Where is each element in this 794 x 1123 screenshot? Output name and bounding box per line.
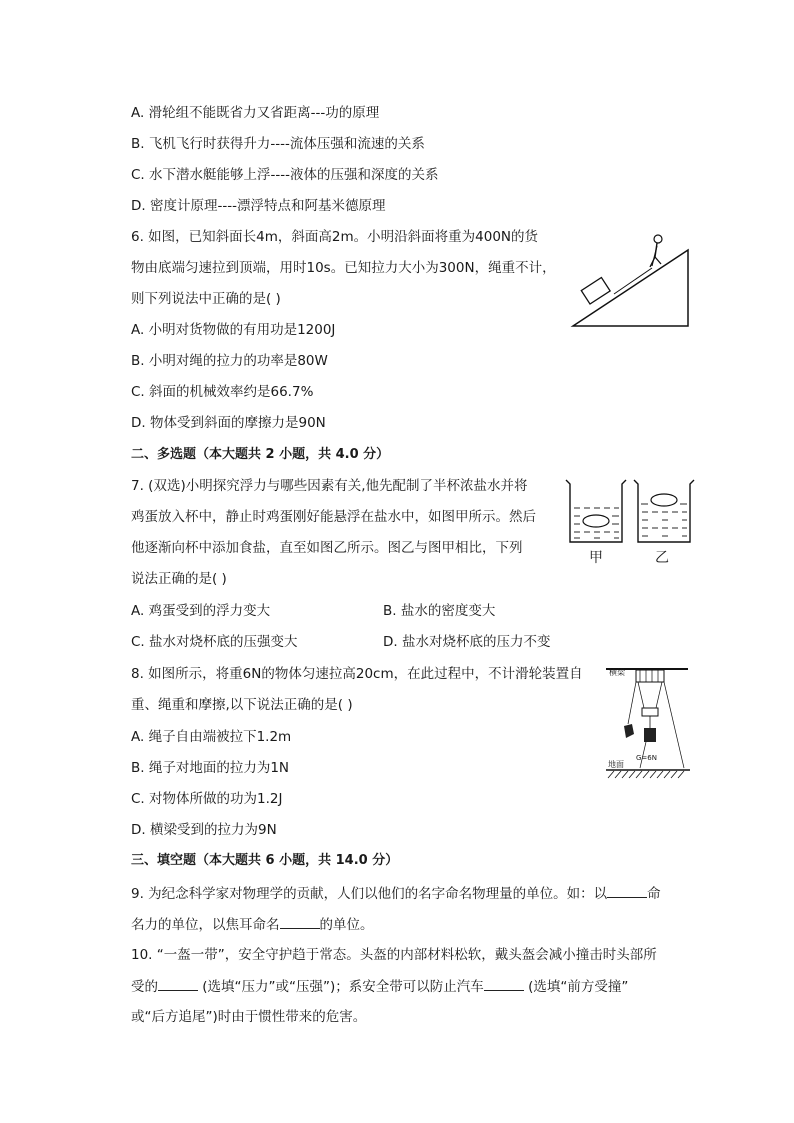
- q10-blank-2[interactable]: [484, 977, 524, 991]
- q5-option-a: A. 滑轮组不能既省力又省距离---功的原理: [131, 105, 380, 121]
- q9-text-4: 的单位。: [319, 917, 374, 933]
- q10-text-1: 受的: [131, 979, 158, 995]
- q7-stem-line1: 7. (双选)小明探究浮力与哪些因素有关,他先配制了半杯浓盐水并将: [131, 478, 528, 494]
- incline-figure: [570, 226, 694, 330]
- q9-blank-1[interactable]: [607, 884, 647, 898]
- q7-option-a: A. 鸡蛋受到的浮力变大: [131, 603, 271, 619]
- q6-option-b: B. 小明对绳的拉力的功率是80W: [131, 353, 328, 369]
- figure-label-yi: 乙: [655, 550, 669, 566]
- q5-option-c: C. 水下潜水艇能够上浮----液体的压强和深度的关系: [131, 167, 439, 183]
- figure-label-weight: G=6N: [636, 754, 657, 762]
- q6-stem-line3: 则下列说法中正确的是( ): [131, 291, 281, 307]
- q5-option-d: D. 密度计原理----漂浮特点和阿基米德原理: [131, 198, 386, 214]
- q8-stem-line1: 8. 如图所示，将重6N的物体匀速拉高20cm，在此过程中，不计滑轮装置自: [131, 666, 583, 682]
- q10-line3: 或“后方追尾”)时由于惯性带来的危害。: [131, 1009, 367, 1025]
- q8-option-c: C. 对物体所做的功为1.2J: [131, 791, 283, 807]
- q7-stem-line2: 鸡蛋放入杯中，静止时鸡蛋刚好能悬浮在盐水中，如图甲所示。然后: [131, 509, 536, 525]
- q9-text-3: 名力的单位，以焦耳命名: [131, 917, 280, 933]
- q6-option-d: D. 物体受到斜面的摩擦力是90N: [131, 415, 326, 431]
- section-fill-blank-heading: 三、填空题（本大题共 6 小题，共 14.0 分）: [131, 853, 399, 868]
- q10-text-2: (选填“压力”或“压强”)；系安全带可以防止汽车: [198, 979, 484, 995]
- q8-stem-line2: 重、绳重和摩擦,以下说法正确的是( ): [131, 697, 353, 713]
- figure-label-ground: 地面: [608, 760, 624, 769]
- figure-label-beam: 横梁: [609, 668, 625, 677]
- q7-stem-line3: 他逐渐向杯中添加食盐，直至如图乙所示。图乙与图甲相比，下列: [131, 540, 523, 556]
- figure-label-jia: 甲: [589, 550, 603, 566]
- q7-option-b: B. 盐水的密度变大: [383, 603, 496, 619]
- q6-option-c: C. 斜面的机械效率约是66.7%: [131, 384, 314, 400]
- q7-stem-line4: 说法正确的是( ): [131, 571, 227, 587]
- q10-text-3: (选填“前方受撞”: [523, 979, 629, 995]
- q9-line2: [131, 915, 374, 934]
- q10-line1: 10. “一盔一带”，安全守护趋于常态。头盔的内部材料松软，戴头盔会减小撞击时头部所: [131, 947, 657, 963]
- q9-line1: [131, 884, 661, 903]
- q7-option-c: C. 盐水对烧杯底的压强变大: [131, 634, 298, 650]
- q8-option-b: B. 绳子对地面的拉力为1N: [131, 760, 290, 776]
- q6-stem-line1: 6. 如图，已知斜面长4m，斜面高2m。小明沿斜面将重为400N的货: [131, 229, 539, 245]
- q8-option-d: D. 横梁受到的拉力为9N: [131, 822, 277, 838]
- q5-option-b: B. 飞机飞行时获得升力----流体压强和流速的关系: [131, 136, 425, 152]
- q7-option-d: D. 盐水对烧杯底的压力不变: [383, 634, 551, 650]
- section-multiple-choice-heading: 二、多选题（本大题共 2 小题，共 4.0 分）: [131, 447, 390, 462]
- q6-option-a: A. 小明对货物做的有用功是1200J: [131, 322, 336, 338]
- q9-text-2: 命: [647, 886, 661, 902]
- q8-option-a: A. 绳子自由端被拉下1.2m: [131, 729, 292, 745]
- q10-blank-1[interactable]: [158, 977, 198, 991]
- q6-stem-line2: 物由底端匀速拉到顶端，用时10s。已知拉力大小为300N，绳重不计，: [131, 260, 556, 276]
- q10-line2: [131, 977, 628, 996]
- beakers-figure: [562, 478, 702, 548]
- q9-text-1: 9. 为纪念科学家对物理学的贡献，人们以他们的名字命名物理量的单位。如：以: [131, 886, 608, 902]
- q9-blank-2[interactable]: [280, 915, 320, 929]
